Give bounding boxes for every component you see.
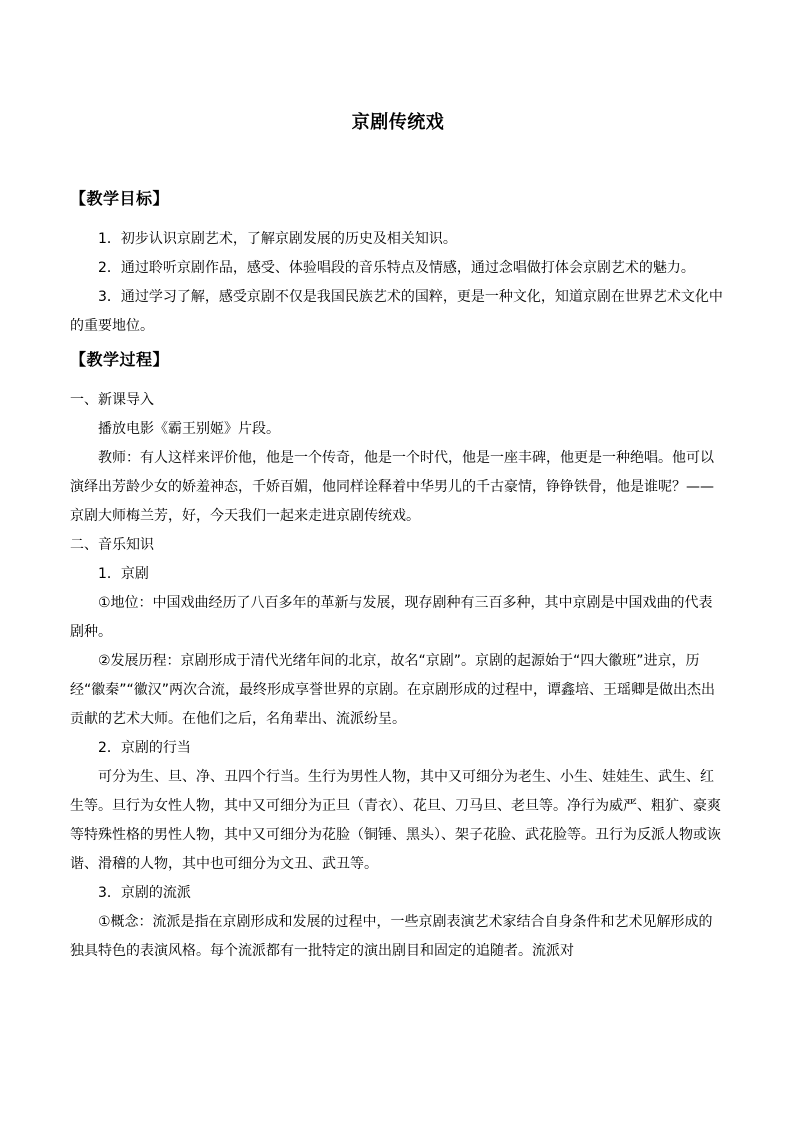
goal-item-2: 2．通过聆听京剧作品，感受、体验唱段的音乐特点及情感，通过念唱做打体会京剧艺术的魅力。 <box>98 260 695 276</box>
goal-item-3: 3．通过学习了解，感受京剧不仅是我国民族艺术的国粹，更是一种文化，知道京剧在世界艺术文化中的重要地位。 <box>70 289 723 334</box>
part2-heading: 二、音乐知识 <box>70 537 154 553</box>
subsection-3-paragraph-1: ①概念：流派是指在京剧形成和发展的过程中，一些京剧表演艺术家结合自身条件和艺术见解形成的独具特色的表演风格。每个流派都有一批特定的演出剧目和固定的追随者。流派对 <box>70 914 713 959</box>
subsection-2-paragraph-1: 可分为生、旦、净、丑四个行当。生行为男性人物，其中又可细分为老生、小生、娃娃生、武生、红生等。旦行为女性人物，其中又可细分为正旦（青衣）、花旦、刀马旦、老旦等。净行为威严、粗犷、豪爽等特殊性格的男性人物，其中又可细分为花脸（铜锤、黑头）、架子花脸、武花脸等。丑行为反派人物或诙谐、滑稽的人物，其中也可细分为文丑、武丑等。 <box>70 769 721 872</box>
subsection-1-paragraph-1: ①地位：中国戏曲经历了八百多年的革新与发展，现存剧种有三百多种，其中京剧是中国戏曲的代表剧种。 <box>70 595 713 640</box>
document-page <box>70 100 726 966</box>
subsection-1-paragraph-2: ②发展历程：京剧形成于清代光绪年间的北京，故名“京剧”。京剧的起源始于“四大徽班”进京，历经“徽秦”“徽汉”两次合流，最终形成享誉世界的京剧。在京剧形成的过程中，谭鑫培、王瑶卿是做出杰出贡献的艺术大师。在他们之后，名角辈出、流派纷呈。 <box>70 653 716 727</box>
part1-paragraph-1: 播放电影《霸王别姬》片段。 <box>98 421 280 437</box>
part1-heading: 一、新课导入 <box>70 392 154 408</box>
goals-heading: 【教学目标】 <box>70 189 170 208</box>
goal-item-1: 1．初步认识京剧艺术，了解京剧发展的历史及相关知识。 <box>98 231 457 247</box>
subsection-2-heading: 2．京剧的行当 <box>98 740 191 756</box>
page-title: 京剧传统戏 <box>351 112 445 133</box>
subsection-3-heading: 3．京剧的流派 <box>98 885 191 901</box>
process-heading: 【教学过程】 <box>70 350 170 369</box>
subsection-1-heading: 1．京剧 <box>98 566 149 582</box>
part1-paragraph-2: 教师：有人这样来评价他，他是一个传奇，他是一个时代，他是一座丰碑，他更是一种绝唱。他可以演绎出芳龄少女的娇羞神态，千娇百媚，他同样诠释着中华男儿的千古豪情，铮铮铁骨，他是谁呢？——京剧大师梅兰芳，好，今天我们一起来走进京剧传统戏。 <box>70 450 714 524</box>
